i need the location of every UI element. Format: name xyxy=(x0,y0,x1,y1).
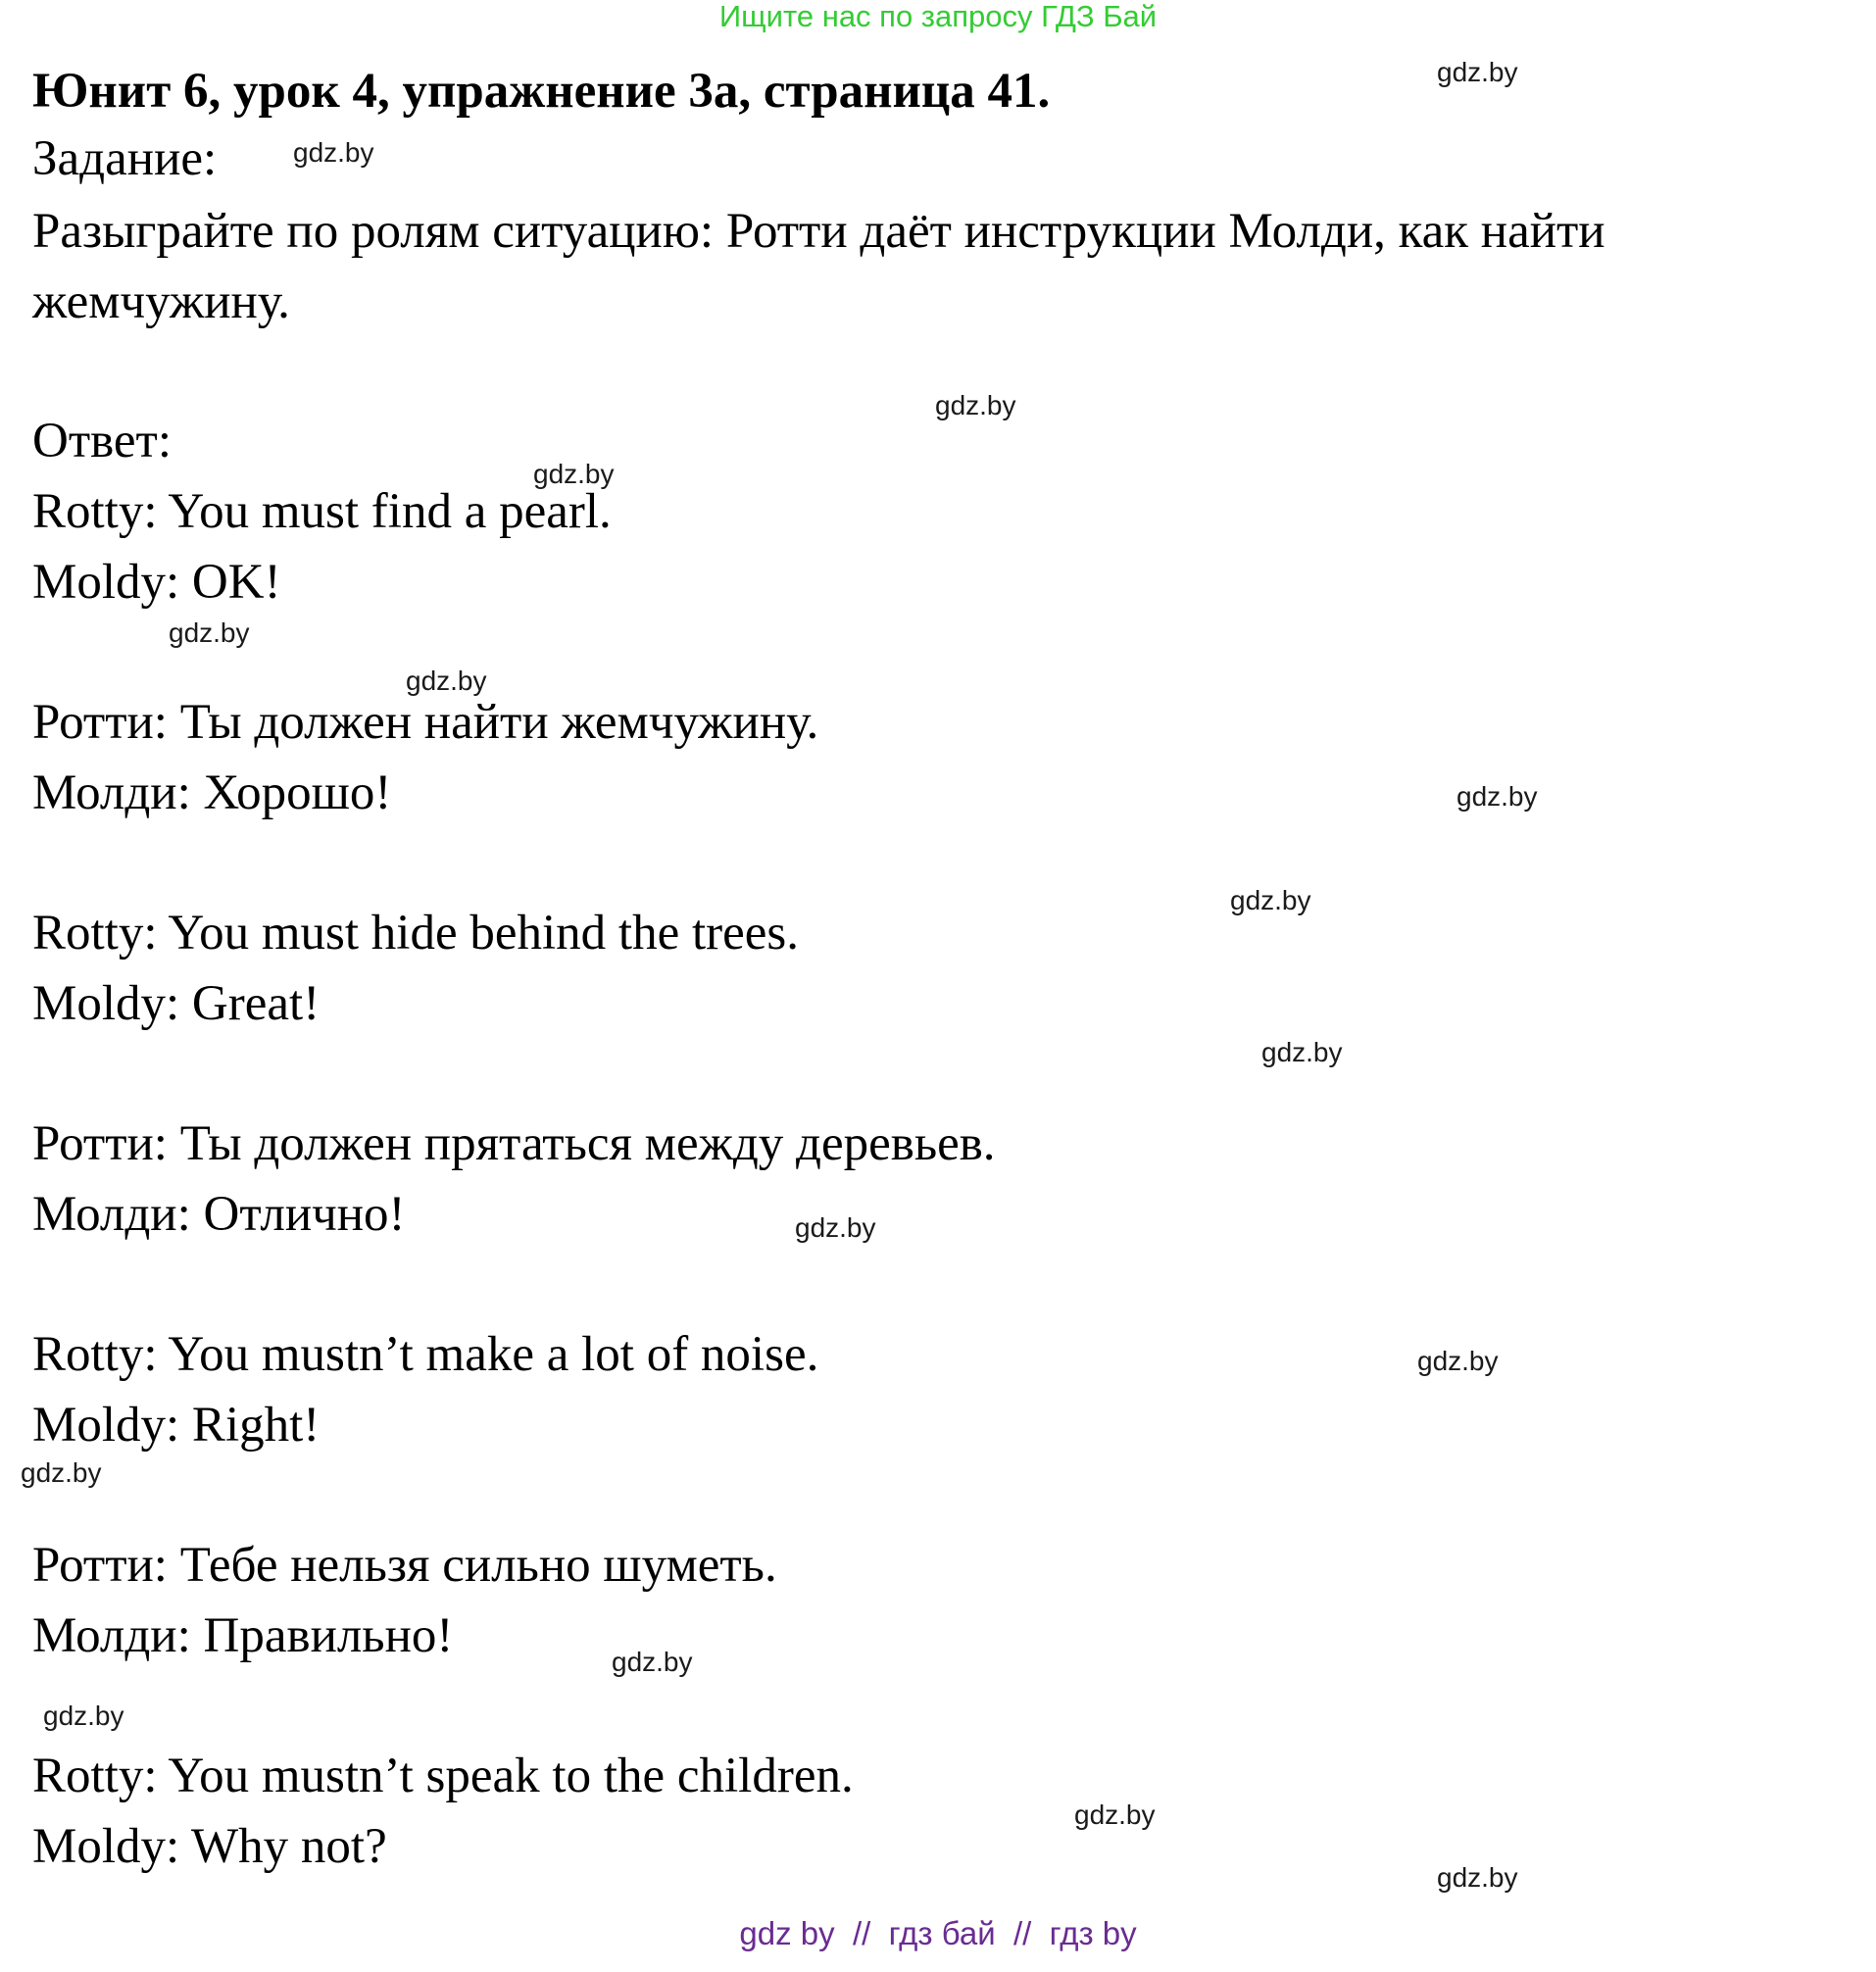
watermark: gdz.by xyxy=(1417,1346,1499,1376)
task-text-line-2: жемчужину. xyxy=(32,274,290,329)
dialogue-line: Rotty: You must find a pearl. xyxy=(32,484,612,539)
dialogue-line: Молди: Правильно! xyxy=(32,1608,454,1663)
dialogue-line: Ротти: Ты должен прятаться между деревьев. xyxy=(32,1116,996,1171)
watermark: gdz.by xyxy=(293,137,374,168)
watermark: gdz.by xyxy=(1437,1862,1518,1893)
dialogue-line: Rotty: You must hide behind the trees. xyxy=(32,906,799,961)
watermark: gdz.by xyxy=(1074,1799,1156,1830)
dialogue-line: Rotty: You mustn’t make a lot of noise. xyxy=(32,1327,819,1382)
watermark: gdz.by xyxy=(1230,885,1311,915)
search-banner[interactable]: Ищите нас по запросу ГДЗ Бай xyxy=(718,0,1158,33)
watermark: gdz.by xyxy=(169,617,250,648)
dialogue-line: Молди: Отлично! xyxy=(32,1187,406,1242)
watermark: gdz.by xyxy=(21,1457,102,1488)
watermark: gdz.by xyxy=(43,1701,124,1731)
task-label: Задание: xyxy=(32,131,218,186)
page-title: Юнит 6, урок 4, упражнение 3а, страница 41. xyxy=(32,64,1051,119)
task-text-line-1: Разыграйте по ролям ситуацию: Ротти даёт инструкции Молди, как найти xyxy=(32,204,1605,259)
dialogue-line: Молди: Хорошо! xyxy=(32,765,392,820)
dialogue-line: Moldy: OK! xyxy=(32,555,281,610)
watermark: gdz.by xyxy=(935,390,1016,420)
dialogue-line: Moldy: Right! xyxy=(32,1398,321,1453)
dialogue-line: Moldy: Why not? xyxy=(32,1819,387,1874)
watermark: gdz.by xyxy=(1437,57,1518,87)
answer-label: Ответ: xyxy=(32,414,172,468)
watermark: gdz.by xyxy=(612,1647,693,1677)
footer-links[interactable]: gdz by // гдз бай // гдз by xyxy=(739,1915,1137,1951)
dialogue-line: Moldy: Great! xyxy=(32,976,321,1031)
dialogue-line: Rotty: You mustn’t speak to the children. xyxy=(32,1749,854,1803)
dialogue-line: Ротти: Ты должен найти жемчужину. xyxy=(32,695,819,750)
watermark: gdz.by xyxy=(795,1212,876,1243)
watermark: gdz.by xyxy=(406,666,487,696)
dialogue-line: Ротти: Тебе нельзя сильно шуметь. xyxy=(32,1538,777,1593)
watermark: gdz.by xyxy=(1261,1037,1343,1067)
watermark: gdz.by xyxy=(1456,781,1538,812)
watermark: gdz.by xyxy=(533,459,615,489)
